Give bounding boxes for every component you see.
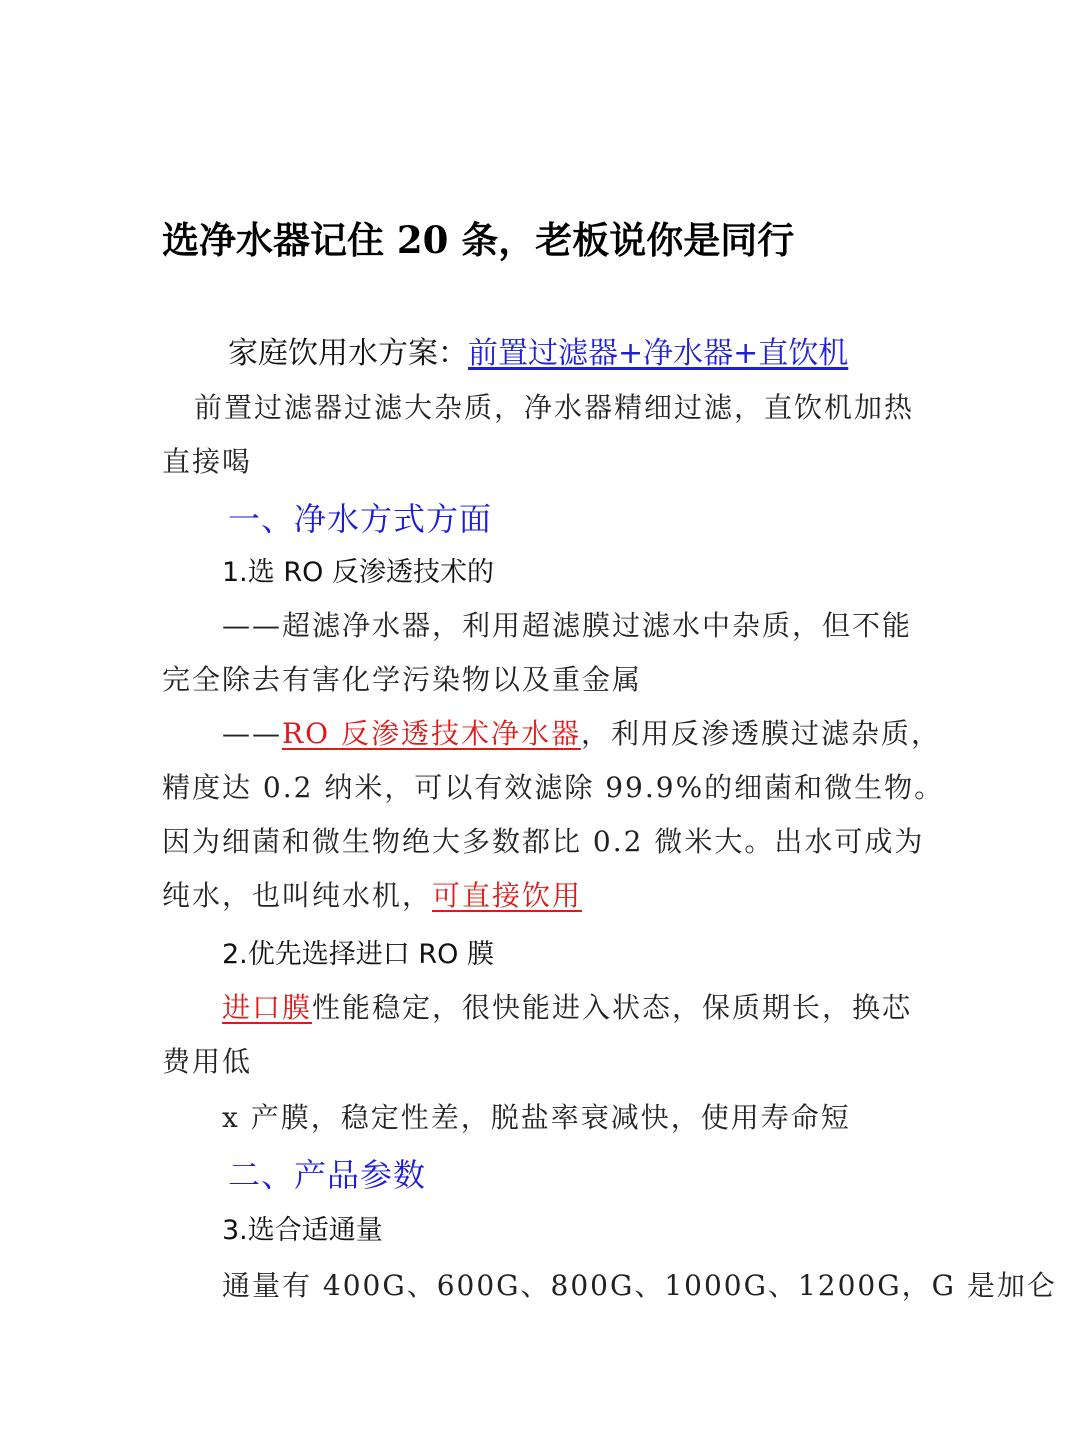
uf-line-1: ——超滤净水器，利用超滤膜过滤水中杂质，但不能 xyxy=(222,609,913,642)
import-line-2: 费用低 xyxy=(162,1045,253,1078)
item-3-title: 3.选合适通量 xyxy=(222,1215,383,1246)
ro-line-4-highlight: 可直接饮用 xyxy=(432,879,583,912)
scheme-line xyxy=(228,328,848,372)
intro-line-1: 前置过滤器过滤大杂质，净水器精细过滤，直饮机加热 xyxy=(194,391,915,424)
document-title: 选净水器记住 20 条，老板说你是同行 xyxy=(162,218,795,262)
item-2-title: 2.优先选择进口 RO 膜 xyxy=(222,939,494,970)
intro-line-2: 直接喝 xyxy=(162,445,253,478)
scheme-link[interactable]: 前置过滤器+净水器+直饮机 xyxy=(468,336,849,371)
ro-highlight: RO 反渗透技术净水器 xyxy=(282,717,581,750)
ro-line-4-prefix: 纯水，也叫纯水机， xyxy=(162,879,433,912)
ro-prefix: —— xyxy=(222,717,282,750)
import-rest: 性能稳定，很快能进入状态，保质期长，换芯 xyxy=(312,991,913,1024)
item-1-title: 1.选 RO 反渗透技术的 xyxy=(222,557,494,588)
ro-rest: ，利用反渗透膜过滤杂质， xyxy=(580,717,941,750)
flux-line-1: 通量有 400G、600G、800G、1000G、1200G，G 是加仑 xyxy=(222,1269,1057,1302)
section-2-heading: 二、产品参数 xyxy=(228,1156,427,1194)
ro-line-4 xyxy=(162,874,582,914)
import-highlight: 进口膜 xyxy=(222,991,313,1024)
ro-line-1 xyxy=(222,712,941,752)
ro-line-2: 精度达 0.2 纳米，可以有效滤除 99.9%的细菌和微生物。 xyxy=(162,771,945,804)
ro-line-3: 因为细菌和微生物绝大多数都比 0.2 微米大。出水可成为 xyxy=(162,825,925,858)
uf-line-2: 完全除去有害化学污染物以及重金属 xyxy=(162,663,643,696)
scheme-label: 家庭饮用水方案： xyxy=(228,336,468,371)
import-line-1 xyxy=(222,986,912,1026)
section-1-heading: 一、净水方式方面 xyxy=(228,500,493,538)
domestic-line: x 产膜，稳定性差，脱盐率衰减快，使用寿命短 xyxy=(222,1101,851,1134)
